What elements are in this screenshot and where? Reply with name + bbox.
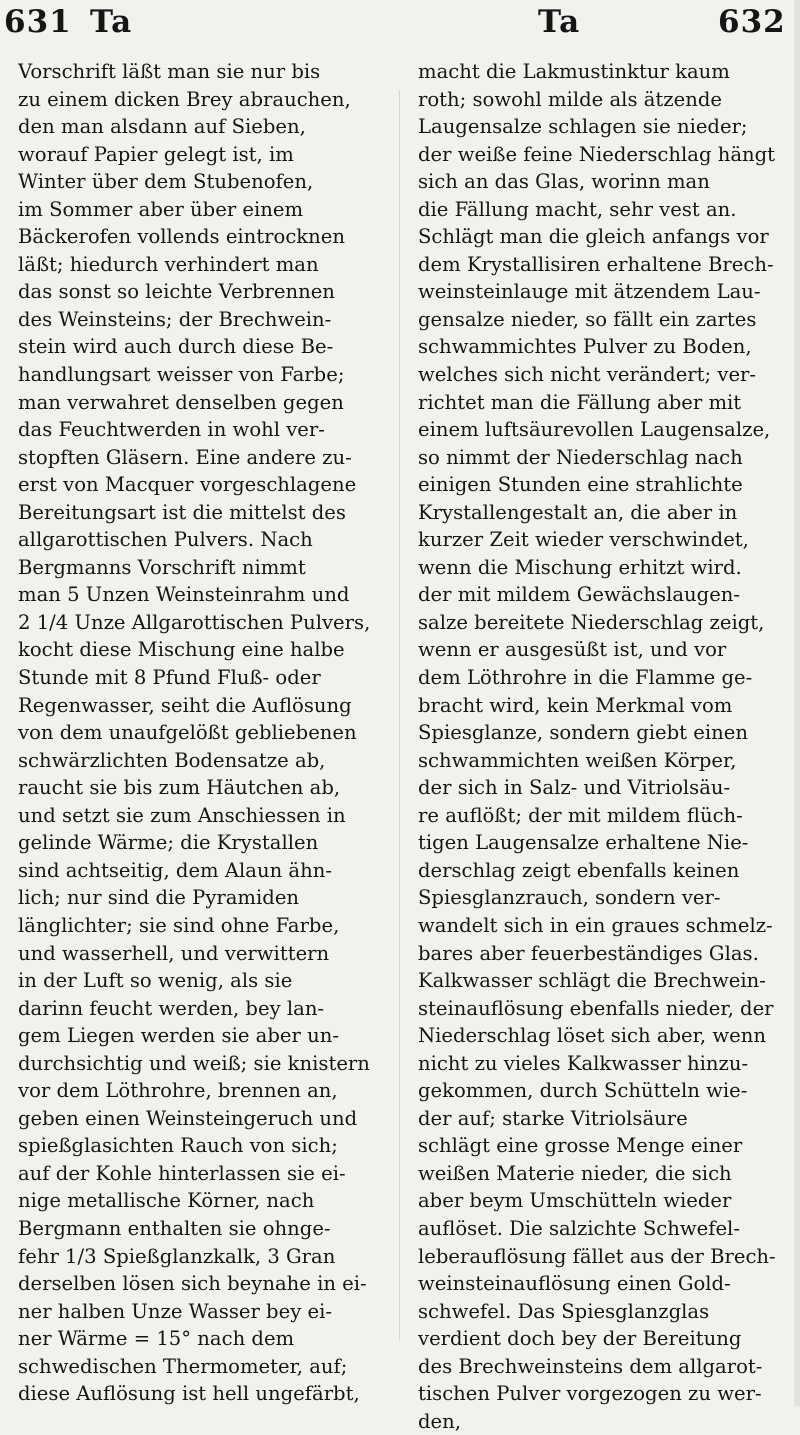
right-column-line: schwefel. Das Spiesglanzglas [418, 1299, 710, 1323]
right-column-line: der auf; starke Vitriolsäure [418, 1106, 688, 1130]
left-column-line: vor dem Löthrohre, brennen an, [18, 1079, 338, 1103]
left-column-line: Vorschrift läßt man sie nur bis [18, 60, 321, 83]
left-column-line: man verwahret denselben gegen [18, 390, 344, 414]
right-column-line: tischen Pulver vorgezogen zu wer- [418, 1382, 762, 1406]
right-column-line: kurzer Zeit wieder verschwindet, [418, 528, 749, 552]
left-column-line: gem Liegen werden sie aber un- [18, 1024, 339, 1048]
left-column-line: derselben lösen sich beynahe in ei- [18, 1272, 367, 1296]
right-column-line: dem Löthrohre in die Flamme ge- [418, 666, 753, 690]
left-column-line: 2 1/4 Unze Allgarottischen Pulvers, [18, 610, 371, 634]
right-column-line: dem Krystallisiren erhaltene Brech- [418, 252, 774, 276]
left-column-line: worauf Papier gelegt ist, im [18, 142, 294, 166]
right-column-line: Spiesglanze, sondern giebt einen [418, 721, 748, 745]
right-column-line: wandelt sich in ein graues schmelz- [418, 913, 773, 937]
left-column-line: Bereitungsart ist die mittelst des [18, 500, 346, 524]
left-column-line: diese Auflösung ist hell ungefärbt, [18, 1382, 360, 1406]
right-column-line: leberauflösung fället aus der Brech- [418, 1244, 776, 1268]
running-header [0, 4, 800, 52]
left-column-line: raucht sie bis zum Häutchen ab, [18, 776, 341, 800]
left-column-line: kocht diese Mischung eine halbe [18, 638, 345, 662]
left-column-line: zu einem dicken Brey abrauchen, [18, 87, 351, 111]
left-column-line: nige metallische Körner, nach [18, 1189, 315, 1213]
right-column-line: weinsteinauflösung einen Gold- [418, 1272, 731, 1296]
left-column-line: das sonst so leichte Verbrennen [18, 280, 335, 304]
right-column-line: die Fällung macht, sehr vest an. [418, 197, 737, 221]
right-column-line: auflöset. Die salzichte Schwefel- [418, 1216, 740, 1240]
right-column-line: salze bereitete Niederschlag zeigt, [418, 610, 765, 634]
right-column-line: gekommen, durch Schütteln wie- [418, 1079, 748, 1103]
right-column-line: welches sich nicht verändert; ver- [418, 363, 757, 387]
left-column-line: allgarottischen Pulvers. Nach [18, 528, 313, 552]
right-column-line: den, [418, 1409, 461, 1433]
gutter-rule [399, 90, 400, 1340]
left-column-line: und wasserhell, und verwittern [18, 941, 330, 965]
left-column-line: gelinde Wärme; die Krystallen [18, 831, 319, 855]
left-column-line: fehr 1/3 Spießglanzkalk, 3 Gran [18, 1244, 336, 1268]
right-column-line: gensalze nieder, so fällt ein zartes [418, 307, 757, 331]
left-column-line: geben einen Weinsteingeruch und [18, 1106, 358, 1130]
right-column-line: sich an das Glas, worinn man [418, 170, 710, 194]
right-column-line: einigen Stunden eine strahlichte [418, 473, 743, 497]
right-column-line: schlägt eine grosse Menge einer [418, 1134, 743, 1158]
left-column-line: spießglasichten Rauch von sich; [18, 1134, 338, 1158]
right-column-line: re auflößt; der mit mildem flüch- [418, 803, 743, 827]
right-column-line: einem luftsäurevollen Laugensalze, [418, 418, 771, 442]
right-column-line: macht die Lakmustinktur kaum [418, 60, 730, 83]
right-column-line: bracht wird, kein Merkmal vom [418, 693, 733, 717]
left-column-line: läßt; hiedurch verhindert man [18, 252, 319, 276]
left-column-line: Regenwasser, seiht die Auflösung [18, 693, 352, 717]
left-column-line: durchsichtig und weiß; sie knistern [18, 1051, 370, 1075]
right-column-line: schwammichtes Pulver zu Boden, [418, 335, 752, 359]
right-column-line: bares aber feuerbeständiges Glas. [418, 941, 759, 965]
left-column-line: ner halben Unze Wasser bey ei- [18, 1299, 332, 1323]
right-column-line: der weiße feine Niederschlag hängt [418, 142, 776, 166]
right-column-line: der sich in Salz- und Vitriolsäu- [418, 776, 731, 800]
left-column-line: stein wird auch durch diese Be- [18, 335, 334, 359]
left-column-line: sind achtseitig, dem Alaun ähn- [18, 858, 332, 882]
left-column-line: schwärzlichten Bodensatze ab, [18, 748, 326, 772]
left-column-line: Bergmann enthalten sie ohnge- [18, 1216, 331, 1240]
left-column-line: länglichter; sie sind ohne Farbe, [18, 913, 340, 937]
left-column-line: Winter über dem Stubenofen, [18, 170, 314, 194]
left-column-line: stopften Gläsern. Eine andere zu- [18, 445, 352, 469]
left-column-line: in der Luft so wenig, als sie [18, 969, 293, 993]
left-page-number: 631 [4, 4, 72, 40]
right-column-line: Laugensalze schlagen sie nieder; [418, 115, 748, 139]
right-running-head: Ta [538, 4, 581, 40]
right-column-line: Krystallengestalt an, die aber in [418, 500, 738, 524]
left-column-line: das Feuchtwerden in wohl ver- [18, 418, 325, 442]
left-column-line: handlungsart weisser von Farbe; [18, 363, 345, 387]
left-column-line: Bäckerofen vollends eintrocknen [18, 225, 346, 249]
left-running-head: Ta [90, 4, 133, 40]
left-column-line: man 5 Unzen Weinsteinrahm und [18, 583, 350, 607]
right-column-line: derschlag zeigt ebenfalls keinen [418, 858, 740, 882]
right-page-number: 632 [718, 4, 786, 40]
right-column-line: so nimmt der Niederschlag nach [418, 445, 743, 469]
left-column-line: Bergmanns Vorschrift nimmt [18, 555, 306, 579]
right-column-line: steinauflösung ebenfalls nieder, der [418, 996, 774, 1020]
left-column-line: ner Wärme = 15° nach dem [18, 1327, 295, 1351]
right-column-line: wenn er ausgesüßt ist, und vor [418, 638, 727, 662]
left-column-line: schwedischen Thermometer, auf; [18, 1354, 348, 1378]
left-column-line: lich; nur sind die Pyramiden [18, 886, 300, 910]
left-column-line: und setzt sie zum Anschiessen in [18, 803, 346, 827]
right-column-line: Kalkwasser schlägt die Brechwein- [418, 969, 766, 993]
right-column-line: Schlägt man die gleich anfangs vor [418, 225, 769, 249]
left-column-line: darinn feucht werden, bey lan- [18, 996, 325, 1020]
right-column-line: richtet man die Fällung aber mit [418, 390, 742, 414]
right-text-column [418, 58, 794, 1435]
left-column-line: von dem unaufgelößt gebliebenen [18, 721, 357, 745]
right-column-line: aber beym Umschütteln wieder [418, 1189, 732, 1213]
left-column-line: Stunde mit 8 Pfund Fluß- oder [18, 666, 321, 690]
page-edge [794, 0, 800, 1406]
right-column-line: schwammichten weißen Körper, [418, 748, 737, 772]
right-column-line: wenn die Mischung erhitzt wird. [418, 555, 742, 579]
right-column-line: roth; sowohl milde als ätzende [418, 87, 722, 111]
right-column-line: nicht zu vieles Kalkwasser hinzu- [418, 1051, 749, 1075]
left-column-line: auf der Kohle hinterlassen sie ei- [18, 1161, 346, 1185]
right-column-line: tigen Laugensalze erhaltene Nie- [418, 831, 749, 855]
right-column-line: Niederschlag löset sich aber, wenn [418, 1024, 766, 1048]
left-column-line: den man alsdann auf Sieben, [18, 115, 306, 139]
left-column-line: erst von Macquer vorgeschlagene [18, 473, 357, 497]
right-column-line: Spiesglanzrauch, sondern ver- [418, 886, 721, 910]
right-column-line: verdient doch bey der Bereitung [418, 1327, 742, 1351]
left-text-column [18, 58, 394, 1408]
left-column-line: im Sommer aber über einem [18, 197, 304, 221]
right-column-line: des Brechweinsteins dem allgarot- [418, 1354, 763, 1378]
right-column-line: weinsteinlauge mit ätzendem Lau- [418, 280, 761, 304]
right-column-line: weißen Materie nieder, die sich [418, 1161, 732, 1185]
right-column-line: der mit mildem Gewächslaugen- [418, 583, 741, 607]
left-column-line: des Weinsteins; der Brechwein- [18, 307, 332, 331]
